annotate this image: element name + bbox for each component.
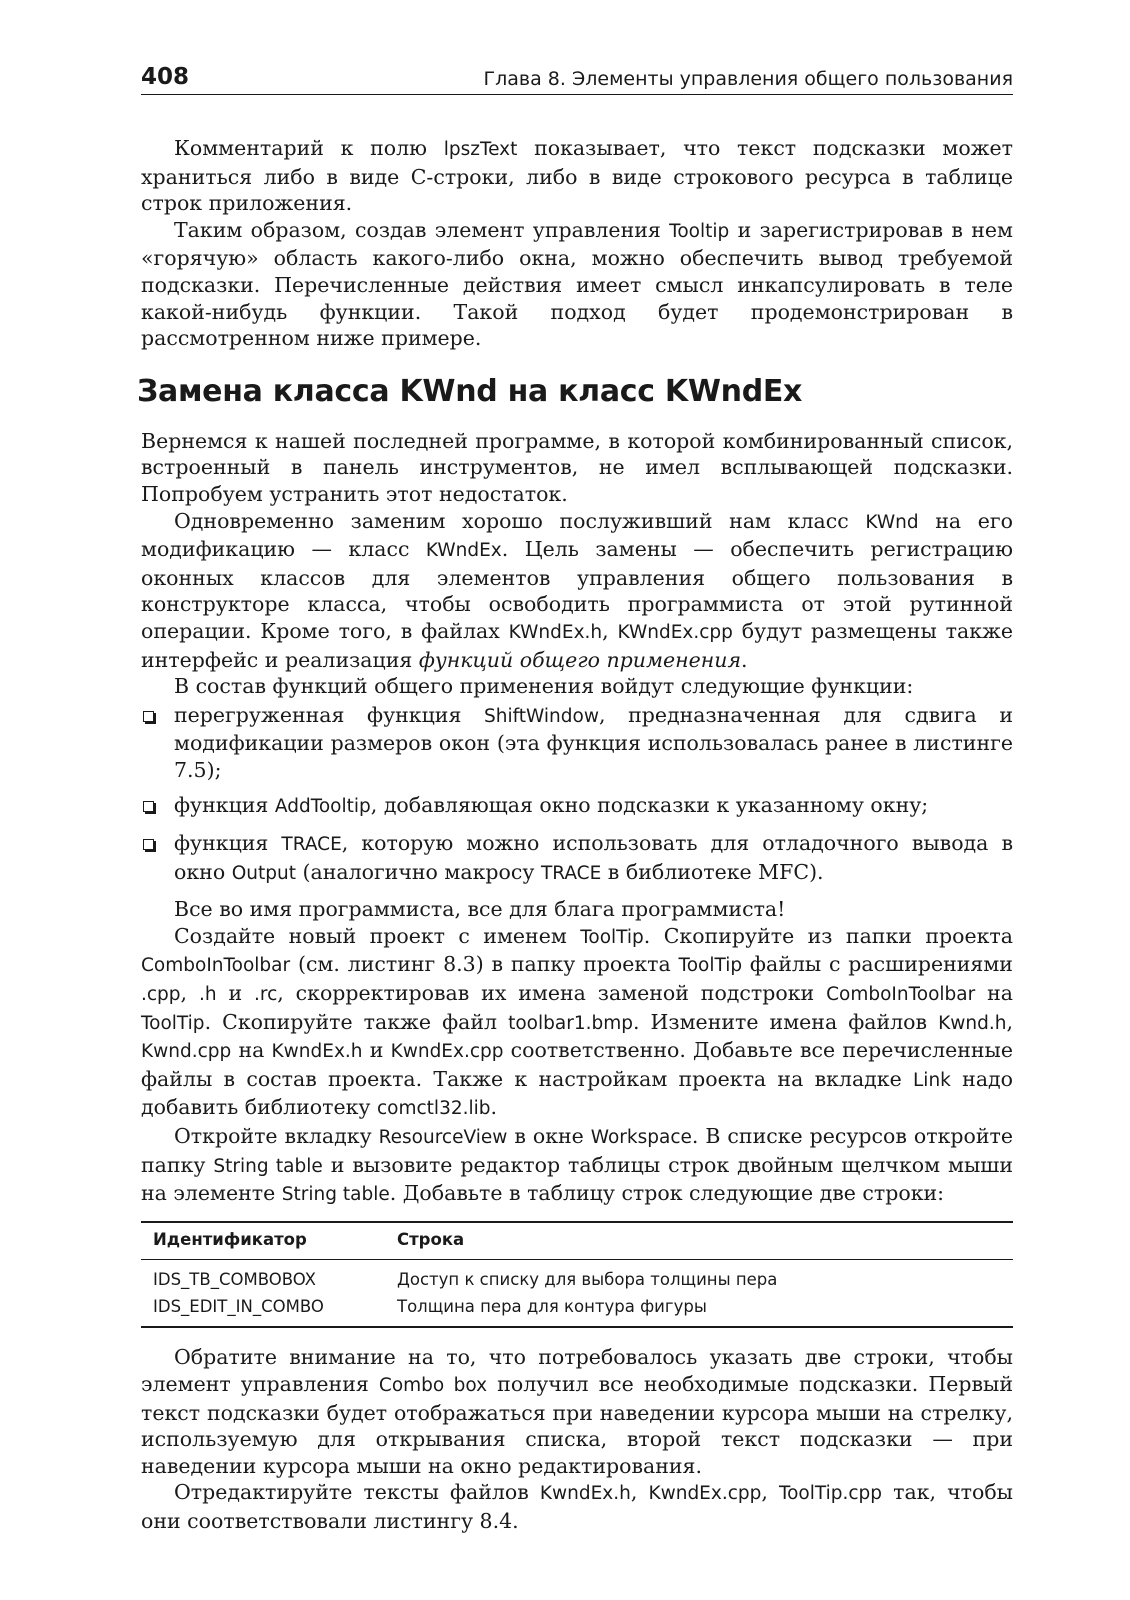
- code-term: ToolTip.cpp: [778, 1483, 883, 1505]
- text: Комментарий к полю: [174, 136, 444, 160]
- chapter-title: Глава 8. Элементы управления общего пользования: [483, 68, 1013, 90]
- code-term: lpszText: [443, 139, 518, 160]
- text: Отредактируйте тексты файлов: [174, 1480, 540, 1505]
- text: . Цель замены — обеспечить регистрацию оконных классов для элементов управления общего пользования в конструкторе класса, чтобы освободить программиста от этой рутинной операции. Кроме того, в файлах: [141, 537, 1013, 643]
- code-term: .rc: [254, 984, 278, 1006]
- code-term: KWndEx.cpp: [617, 621, 733, 643]
- paragraph: [141, 217, 1013, 352]
- bullet-list: [141, 702, 1013, 888]
- text: ,: [1006, 1009, 1013, 1034]
- paragraph: [141, 135, 1013, 217]
- text: надо добавить библиотеку: [141, 1066, 1014, 1120]
- page-number: 408: [141, 64, 190, 90]
- paragraph: [141, 1123, 1013, 1209]
- text: Таким образом, создав элемент управления: [174, 217, 670, 242]
- text: Откройте вкладку: [174, 1124, 379, 1148]
- text: . Скопируйте из папки проекта: [643, 923, 1013, 948]
- text: . В списке ресурсов откройте папку: [141, 1124, 1013, 1177]
- list-item: [141, 702, 1013, 784]
- code-term: KWndEx.h: [508, 621, 603, 643]
- checkbox-bullet-icon: [143, 839, 154, 850]
- text: Одновременно заменим хорошо послуживший нам класс: [174, 508, 866, 533]
- list-item: [141, 792, 1013, 821]
- code-term: Combo box: [378, 1374, 488, 1396]
- text: (аналогично макросу: [295, 859, 541, 884]
- text: будут размещены также интерфейс и реализация: [141, 618, 1013, 672]
- paragraph: Все во имя программиста, все для блага программиста!: [174, 897, 786, 922]
- table-header-row: [141, 1222, 1013, 1260]
- text: ,: [180, 981, 199, 1006]
- table-cell-identifier: IDS_EDIT_IN_COMBO: [141, 1292, 385, 1327]
- code-term: ToolTip: [678, 955, 743, 977]
- table-row: [141, 1260, 1013, 1293]
- column-header-string: Строка: [385, 1222, 1013, 1260]
- text: .: [741, 647, 748, 672]
- code-term: ComboInToolbar: [141, 955, 291, 977]
- code-term: ComboInToolbar: [826, 984, 976, 1006]
- text: ,: [630, 1480, 649, 1505]
- text: . Измените имена файлов: [632, 1009, 939, 1034]
- code-term: AddTooltip: [274, 796, 371, 818]
- code-term: Tooltip: [669, 220, 730, 242]
- code-term: String table: [213, 1155, 323, 1177]
- table-cell-string: Доступ к списку для выбора толщины пера: [397, 1270, 778, 1290]
- text: и вызовите редактор таблицы строк двойным щелчком мыши на элементе: [141, 1152, 1013, 1206]
- text: на его модификацию — класс: [141, 508, 1013, 562]
- paragraph: [141, 923, 1013, 1123]
- text: показывает, что текст подсказки может храниться либо в виде С-строки, либо в виде строкового ресурса в таблице строк приложения.: [141, 136, 1013, 216]
- string-table: [141, 1221, 1013, 1329]
- text: функция: [174, 831, 282, 856]
- code-term: KWndEx: [425, 540, 502, 562]
- code-term: TRACE: [281, 834, 342, 856]
- text: Обратите внимание на то, что потребовалось указать две строки, чтобы элемент управления: [141, 1345, 1013, 1396]
- text: . Добавьте в таблицу строк следующие две строки:: [389, 1181, 945, 1206]
- text: , предназначенная для сдвига и модификации размеров окон (эта функция использовалась ранее в листинге 7.5);: [174, 702, 1013, 782]
- column-header-identifier: Идентификатор: [141, 1222, 385, 1260]
- section-heading: Замена класса KWnd на класс KWndEx: [137, 373, 803, 409]
- checkbox-bullet-icon: [143, 711, 154, 722]
- text: ,: [602, 618, 618, 643]
- code-term: KwndEx.h: [539, 1483, 631, 1505]
- code-term: ResourceView: [378, 1127, 508, 1148]
- text: и зарегистрировав в нем «горячую» область какого-либо окна, можно обеспечить вывод требуемой подсказки. Перечисленные действия имеет смысл инкапсулировать в теле какой-нибудь функции. Такой подход будет продемонстрирован в рассмотренном ниже примере.: [141, 217, 1013, 351]
- code-term: Output: [231, 862, 296, 884]
- code-term: KwndEx.h: [271, 1041, 363, 1063]
- code-term: ToolTip: [141, 1012, 205, 1034]
- text: , добавляющая окно подсказки к указанному окну;: [370, 793, 929, 818]
- text: так, чтобы они соответствовали листингу 8.4.: [141, 1480, 1013, 1533]
- text: (см. листинг 8.3) в папку проекта: [290, 952, 679, 977]
- code-term: Kwnd.h: [938, 1012, 1007, 1034]
- code-term: comctl32.lib: [377, 1098, 491, 1120]
- text: ,: [761, 1480, 779, 1505]
- code-term: Kwnd.cpp: [141, 1041, 232, 1063]
- italic-term: функций общего применения: [418, 647, 742, 672]
- text: соответственно. Добавьте все перечисленные файлы в состав проекта. Также к настройкам проекта на вкладке: [141, 1038, 1014, 1091]
- code-term: .h: [198, 984, 217, 1006]
- text: на: [231, 1038, 272, 1063]
- text: в окне: [507, 1124, 591, 1148]
- code-term: .cpp: [141, 984, 181, 1006]
- table-cell-identifier: IDS_TB_COMBOBOX: [153, 1270, 316, 1290]
- table-row: [141, 1292, 1013, 1327]
- text: на: [975, 981, 1013, 1006]
- running-header: [141, 62, 1013, 95]
- paragraph: [141, 1344, 1013, 1479]
- page-body: [137, 135, 1014, 1535]
- table-cell-string: Толщина пера для контура фигуры: [385, 1292, 1013, 1327]
- code-term: KwndEx.cpp: [390, 1041, 504, 1063]
- code-term: KwndEx.cpp: [648, 1483, 762, 1505]
- code-term: String table: [281, 1184, 390, 1206]
- text: в библиотеке MFC).: [601, 859, 824, 884]
- text: перегруженная функция: [174, 702, 484, 727]
- code-term: Link: [913, 1069, 951, 1091]
- text: , скорректировав их имена заменой подстроки: [277, 981, 827, 1006]
- text: Создайте новый проект с именем: [174, 923, 581, 948]
- text: и: [362, 1038, 391, 1063]
- code-term: ToolTip: [580, 926, 644, 948]
- text: функция: [174, 793, 275, 818]
- paragraph: [141, 1479, 1013, 1534]
- code-term: ShiftWindow: [483, 705, 599, 727]
- text: файлы с расширениями: [742, 952, 1013, 977]
- list-item: [141, 830, 1013, 887]
- code-term: TRACE: [540, 862, 602, 884]
- code-term: KWnd: [865, 511, 919, 533]
- paragraph: В состав функций общего применения войдут следующие функции:: [174, 674, 914, 699]
- paragraph: [141, 508, 1013, 674]
- paragraph: Вернемся к нашей последней программе, в которой комбинированный список, встроенный в панель инструментов, не имел всплывающей подсказки. Попробуем устранить этот недостаток.: [141, 428, 1013, 506]
- text: и: [216, 981, 254, 1006]
- text: . Скопируйте также файл: [204, 1009, 509, 1034]
- checkbox-bullet-icon: [143, 801, 154, 812]
- code-term: toolbar1.bmp: [508, 1012, 633, 1034]
- text: .: [490, 1095, 498, 1120]
- text: , которую можно использовать для отладочного вывода в окно: [174, 831, 1013, 884]
- code-term: Workspace: [590, 1127, 692, 1148]
- text: получил все необходимые подсказки. Первый текст подсказки будет отображаться при наведении курсора мыши на стрелку, используемую для открывания списка, второй текст подсказки — при наведении курсора мыши на окно редактирования.: [141, 1371, 1013, 1478]
